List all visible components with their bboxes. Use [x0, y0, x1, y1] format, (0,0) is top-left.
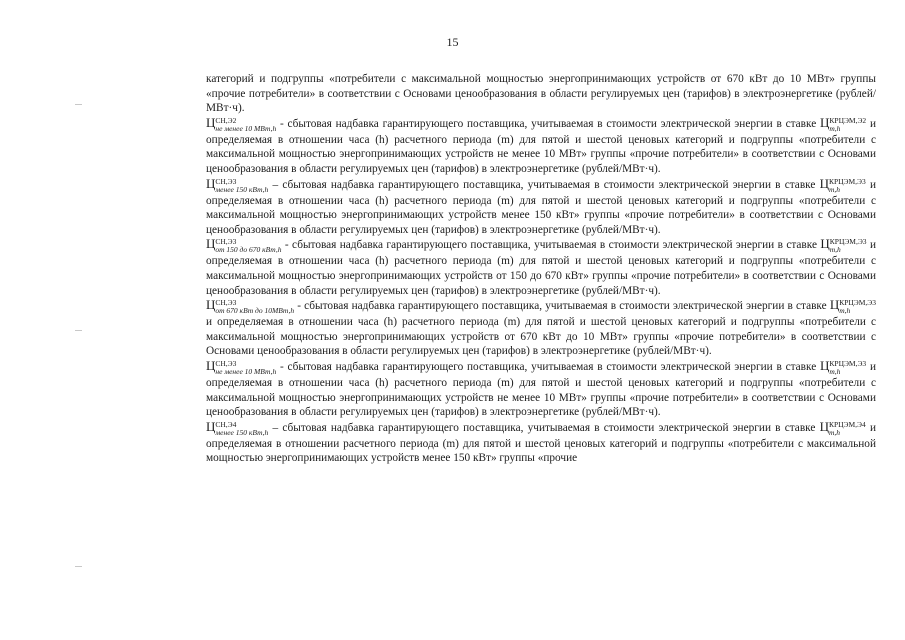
formula-symbol: Ц СН,Э3 от 150 до 670 кВт,h [206, 236, 282, 255]
definition-text: и определяемая в отношении часа (h) расчетного периода (m) для пятой и шестой ценовых категорий и подгруппы «потребители с максимальной мощностью энергопринимающих устройств менее 150 кВт» группы «прочие потребители» в соответствии с Основами ценообразования в области регулируемых цен (тарифов) в электроэнергетике (рублей/МВт·ч). [206, 178, 877, 236]
paragraph-definition [206, 237, 876, 298]
definition-text: - сбытовая надбавка гарантирующего поставщика, учитываемая в стоимости электрической энергии в ставке [276, 117, 820, 130]
margin-mark [75, 566, 82, 567]
definition-text: – сбытовая надбавка гарантирующего поставщика, учитываемая в стоимости электрической энергии в ставке [268, 178, 820, 191]
definition-text: и определяемая в отношении часа (h) расчетного периода (m) для пятой и шестой ценовых категорий и подгруппы «потребители с максимальной мощностью энергопринимающих устройств не менее 10 МВт» группы «прочие потребители» в соответствии с Основами ценообразования в области регулируемых цен (тарифов) в электроэнергетике (рублей/МВт·ч). [206, 360, 876, 419]
document-body [206, 72, 876, 466]
formula-symbol: Ц СН,Э3 от 670 кВт до 10МВт,h [206, 297, 295, 316]
definition-text: и определяемая в отношении часа (h) расчетного периода (m) для пятой и шестой ценовых категорий и подгруппы «потребители с максимальной мощностью энергопринимающих устройств не менее 10 МВт» группы «прочие потребители» в соответствии с Основами ценообразования в области регулируемых цен (тарифов) в электроэнергетике (рублей/МВт·ч). [206, 117, 876, 175]
formula-symbol: Ц СН,Э3 не менее 10 МВт,h [206, 357, 277, 376]
formula-symbol: Ц СН,Э2 не менее 10 МВт,h [206, 114, 277, 133]
paragraph-definition [206, 359, 876, 420]
margin-mark [75, 330, 82, 331]
formula-symbol: Ц КРЦЭМ,Э3 m,h [819, 175, 866, 194]
definition-text: - сбытовая надбавка гарантирующего поставщика, учитываемая в стоимости электрической энергии в ставке [276, 360, 820, 373]
page-number: 15 [446, 35, 459, 49]
definition-text: и определяемая в отношении часа (h) расчетного периода (m) для пятой и шестой ценовых категорий и подгруппы «потребители с максимальной мощностью энергопринимающих устройств от 150 до 670 кВт» группы «прочие потребители» в соответствии с Основами ценообразования в области регулируемых цен (тарифов) в электроэнергетике (рублей/МВт·ч). [206, 239, 876, 297]
formula-symbol: Ц КРЦЭМ,Э3 m,h [829, 297, 876, 316]
definition-text: - сбытовая надбавка гарантирующего поставщика, учитываемая в стоимости электрической энергии в ставке [281, 239, 821, 252]
definition-text: – сбытовая надбавка гарантирующего поставщика, учитываемая в стоимости электрической энергии в ставке [268, 421, 820, 434]
formula-symbol: Ц СН,Э4 менее 150 кВт,h [206, 418, 269, 437]
formula-symbol: Ц КРЦЭМ,Э4 m,h [819, 418, 866, 437]
paragraph-definition [206, 116, 876, 177]
definition-text: и определяемая в отношении часа (h) расчетного периода (m) для пятой и шестой ценовых категорий и подгруппы «потребители с максимальной мощностью энергопринимающих устройств от 670 кВт до 10 МВт» группы «прочие потребители» в соответствии с Основами ценообразования в области регулируемых цен (тарифов) в электроэнергетике (рублей/МВт·ч). [206, 316, 876, 358]
formula-symbol: Ц КРЦЭМ,Э3 m,h [820, 236, 867, 255]
paragraph-definition [206, 420, 876, 466]
margin-mark [75, 104, 82, 105]
formula-symbol: Ц СН,Э3 менее 150 кВт,h [206, 175, 269, 194]
paragraph-definition [206, 177, 876, 238]
formula-symbol: Ц КРЦЭМ,Э2 m,h [820, 114, 867, 133]
definition-text: - сбытовая надбавка гарантирующего поставщика, учитываемая в стоимости электрической энергии в ставке [294, 300, 830, 313]
paragraph-definition [206, 298, 876, 359]
definition-text: и определяемая в отношении расчетного периода (m) для пятой и шестой ценовых категорий и подгруппы «потребители с максимальной мощностью энергопринимающих устройств менее 150 кВт» группы «прочие [206, 421, 877, 465]
formula-symbol: Ц КРЦЭМ,Э3 m,h [820, 357, 867, 376]
paragraph-continuation: категорий и подгруппы «потребители с максимальной мощностью энергопринимающих устройств от 670 кВт до 10 МВт» группы «прочие потребители» в соответствии с Основами ценообразования в области регулируемых цен (тарифов) в электроэнергетике (рублей/МВт·ч). [206, 73, 876, 115]
